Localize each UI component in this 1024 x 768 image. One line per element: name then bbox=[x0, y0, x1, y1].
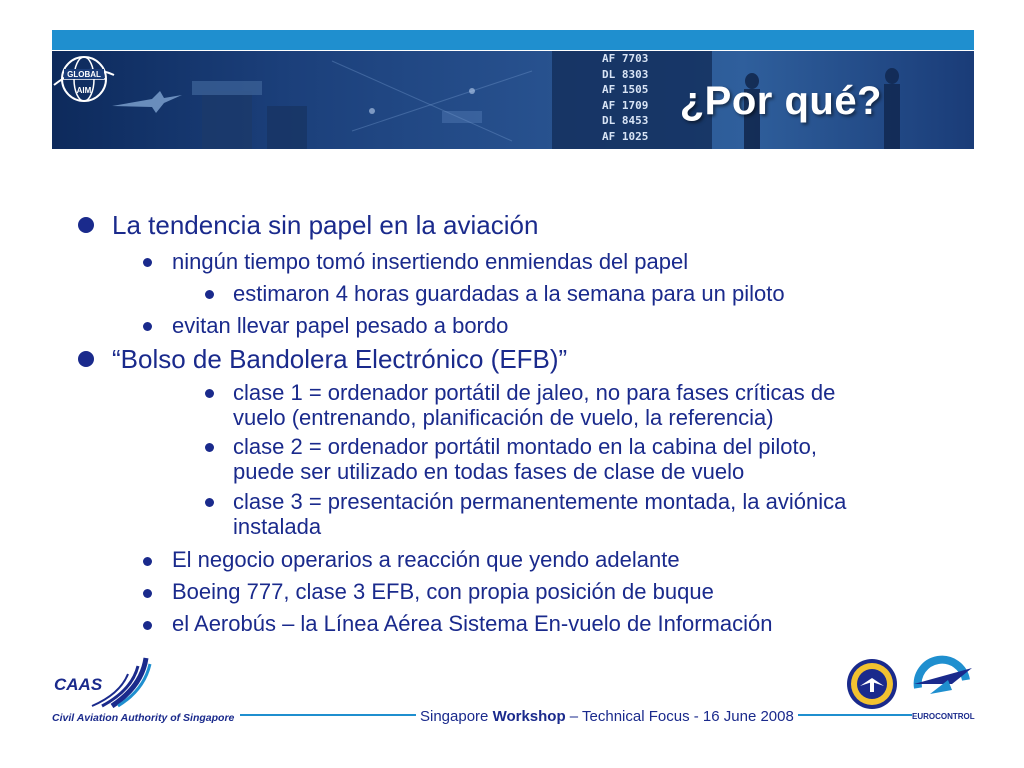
bullet-text: el Aerobús – la Línea Aérea Sistema En-vuelo de Información bbox=[172, 611, 773, 636]
board-row: AF 1025 bbox=[602, 129, 649, 143]
board-row: DL 8303 bbox=[602, 67, 649, 81]
bullet-level3 bbox=[205, 290, 214, 299]
caas-name: Civil Aviation Authority of Singapore bbox=[52, 712, 240, 724]
footer-event-text bbox=[416, 708, 798, 725]
bullet-level2 bbox=[143, 258, 152, 267]
svg-text:CAAS: CAAS bbox=[54, 675, 103, 694]
bullet-level2 bbox=[143, 322, 152, 331]
svg-text:GLOBAL: GLOBAL bbox=[67, 70, 101, 79]
bullet-text: evitan llevar papel pesado a bordo bbox=[172, 313, 509, 338]
svg-text:AIM: AIM bbox=[76, 86, 92, 95]
bullet-level2 bbox=[143, 589, 152, 598]
bullet-text-continuation: instalada bbox=[233, 514, 322, 539]
bullet-text: “Bolso de Bandolera Electrónico (EFB)” bbox=[112, 344, 568, 374]
bullet-level3 bbox=[205, 443, 214, 452]
bullet-text-continuation: vuelo (entrenando, planificación de vuelo, la referencia) bbox=[233, 405, 774, 430]
board-row: AF 1505 bbox=[602, 83, 649, 96]
faa-seal-icon bbox=[846, 658, 898, 710]
bullet-text: clase 1 = ordenador portátil de jaleo, no para fases críticas de bbox=[233, 380, 836, 405]
board-row: AF 1709 bbox=[602, 98, 649, 112]
bullet-text: Boeing 777, clase 3 EFB, con propia posición de buque bbox=[172, 579, 714, 604]
footer-event-suffix: – Technical Focus - 16 June 2008 bbox=[565, 708, 794, 725]
caas-logo-icon bbox=[52, 656, 152, 708]
bullet-text: ningún tiempo tomó insertiendo enmiendas del papel bbox=[172, 249, 689, 274]
footer-event-prefix: Singapore bbox=[420, 708, 493, 725]
bullet-level2 bbox=[143, 621, 152, 630]
board-row: DL 8453 bbox=[602, 114, 649, 127]
eurocontrol-text: EUROCONTROL bbox=[912, 712, 975, 721]
bullet-text: clase 2 = ordenador portátil montado en la cabina del piloto, bbox=[233, 434, 817, 459]
bullet-level3 bbox=[205, 389, 214, 398]
board-row: AF 7703 bbox=[602, 52, 649, 65]
bullet-level2 bbox=[143, 557, 152, 566]
bullet-text: La tendencia sin papel en la aviación bbox=[112, 210, 539, 240]
bullet-text-continuation: puede ser utilizado en todas fases de clase de vuelo bbox=[233, 459, 745, 484]
bullet-text: estimaron 4 horas guardadas a la semana para un piloto bbox=[233, 281, 785, 306]
bullet-level1 bbox=[78, 217, 94, 233]
bullet-text: El negocio operarios a reacción que yendo adelante bbox=[172, 547, 680, 572]
slide-title: ¿Por qué? bbox=[679, 79, 882, 123]
bullet-level3 bbox=[205, 498, 214, 507]
bullet-level1 bbox=[78, 351, 94, 367]
eurocontrol-logo-icon bbox=[908, 654, 974, 704]
bullet-text: clase 3 = presentación permanentemente montada, la aviónica bbox=[233, 489, 847, 514]
footer-event-bold: Workshop bbox=[492, 708, 566, 725]
